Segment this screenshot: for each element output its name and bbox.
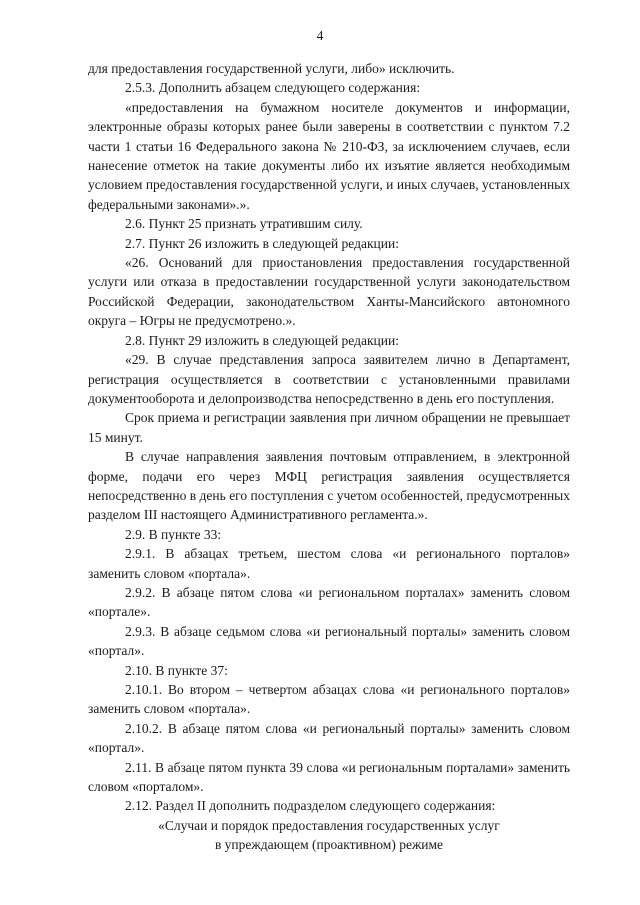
paragraph: Срок приема и регистрации заявления при личном обращении не превышает 15 минут. (88, 410, 570, 445)
subsection-heading-line-1: «Случаи и порядок предоставления государственных услуг (158, 817, 500, 833)
paragraph: для предоставления государственной услуги, либо» исключить. (88, 61, 455, 76)
paragraph: 2.7. Пункт 26 изложить в следующей редакции: (125, 235, 399, 251)
paragraph: В случае направления заявления почтовым отправлением, в электронной форме, подачи его через МФЦ регистрация заявления осуществляется непосредственно в день его поступления с учетом особенностей, предусмотренных разделом III настоящего Административного регламента.». (88, 449, 570, 523)
page-number: 4 (316, 28, 324, 43)
paragraph: 2.10. В пункте 37: (125, 662, 228, 678)
paragraph: 2.12. Раздел II дополнить подразделом следующего содержания: (125, 798, 496, 814)
paragraph: 2.10.2. В абзаце пятом слова «и региональный порталы» заменить словом «портал». (88, 720, 570, 756)
paragraph: 2.9. В пункте 33: (125, 526, 222, 542)
paragraph: 2.9.2. В абзаце пятом слова «и региональном порталах» заменить словом «портале». (88, 584, 570, 620)
paragraph: «26. Оснований для приостановления предоставления государственной услуги или отказа в предоставлении государственной услуги законодательством Российской Федерации, законодательством Ханты-Мансийского автономного округа – Югры не предусмотрено.». (88, 255, 570, 329)
paragraph: 2.9.1. В абзацах третьем, шестом слова «и регионального порталов» заменить словом «портала». (88, 546, 570, 581)
paragraph: 2.10.1. Во втором – четвертом абзацах слова «и регионального порталов» заменить словом «портала». (88, 682, 570, 717)
paragraph: 2.5.3. Дополнить абзацем следующего содержания: (125, 80, 421, 96)
paragraph: «29. В случае представления запроса заявителем лично в Департамент, регистрация осуществляется в соответствии с установленными правилами документооборота и делопроизводства непосредственно в день его поступления. (88, 352, 570, 406)
paragraph: 2.9.3. В абзаце седьмом слова «и региональный порталы» заменить словом «портал». (88, 623, 570, 659)
paragraph: «предоставления на бумажном носителе документов и информации, электронные образы которых ранее были заверены в соответствии с пунктом 7.2 части 1 статьи 16 Федерального закона № 210-ФЗ, за исключением случаев, если нанесение отметок на такие документы либо их изъятие является необходимым условием предоставления государственной услуги, и иных случаев, установленных федеральными законами».». (88, 99, 570, 212)
paragraph: 2.6. Пункт 25 признать утратившим силу. (125, 216, 363, 232)
paragraph: 2.11. В абзаце пятом пункта 39 слова «и региональным порталами» заменить словом «порталом». (88, 759, 570, 795)
subsection-heading-line-2: в упреждающем (проактивном) режиме (214, 837, 444, 853)
document-body (88, 59, 570, 855)
paragraph: 2.8. Пункт 29 изложить в следующей редакции: (125, 332, 399, 348)
